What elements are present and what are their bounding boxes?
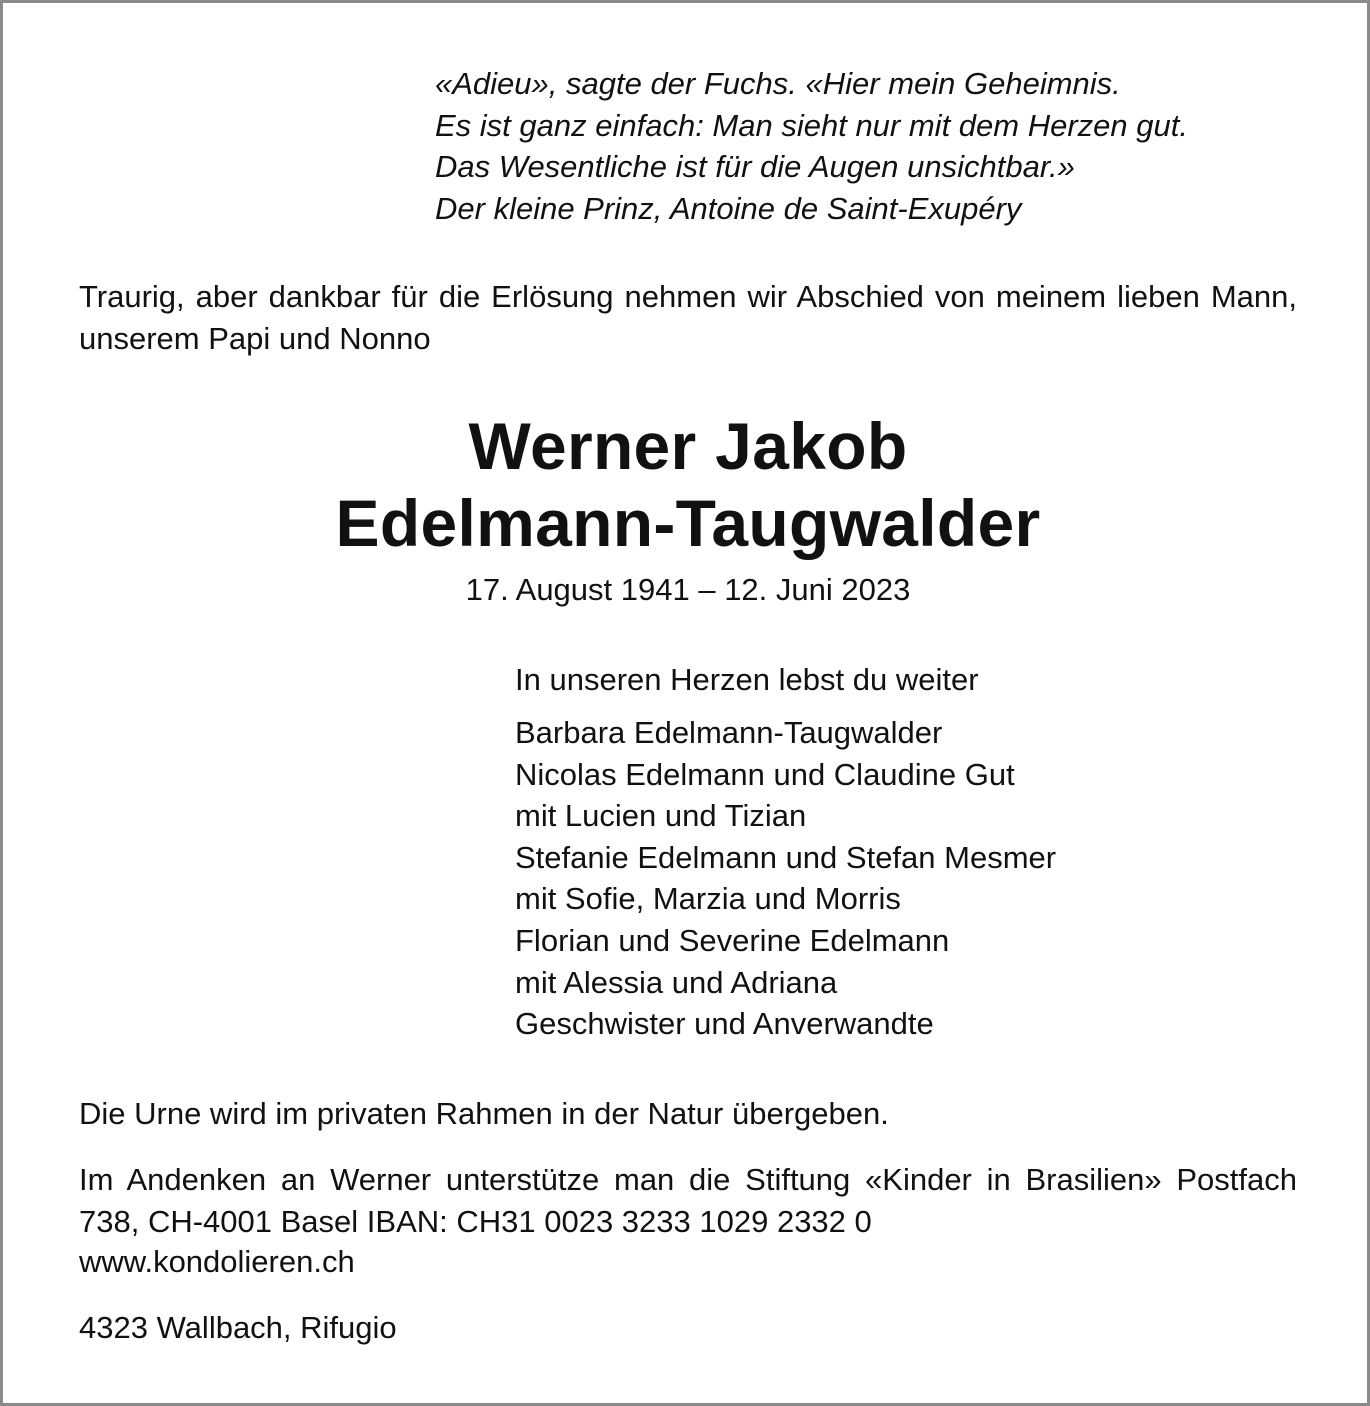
family-entry: mit Lucien und Tizian bbox=[515, 798, 807, 834]
address-line: 4323 Wallbach, Rifugio bbox=[79, 1310, 397, 1345]
memory-line: In unseren Herzen lebst du weiter bbox=[515, 662, 979, 697]
deceased-name-line2: Edelmann-Taugwalder bbox=[335, 486, 1041, 560]
quote-line: Das Wesentliche ist für die Augen unsichtbar.» bbox=[435, 149, 1075, 184]
life-dates: 17. August 1941 – 12. Juni 2023 bbox=[465, 572, 911, 607]
family-list bbox=[515, 712, 1056, 1045]
website-link[interactable]: www.kondolieren.ch bbox=[79, 1244, 355, 1279]
family-entry: Geschwister und Anverwandte bbox=[515, 1006, 934, 1042]
family-entry: mit Sofie, Marzia und Morris bbox=[515, 881, 901, 917]
quote-line: Es ist ganz einfach: Man sieht nur mit dem Herzen gut. bbox=[435, 107, 1188, 143]
quote-attribution: Der kleine Prinz, Antoine de Saint-Exupéry bbox=[435, 190, 1022, 226]
epigraph-quote bbox=[435, 63, 1335, 229]
family-entry: Barbara Edelmann-Taugwalder bbox=[515, 715, 943, 750]
intro-paragraph: Traurig, aber dankbar für die Erlösung nehmen wir Abschied von meinem lieben Mann, unserem Papi und Nonno bbox=[79, 279, 1297, 356]
deceased-name bbox=[3, 408, 1370, 562]
family-entry: Nicolas Edelmann und Claudine Gut bbox=[515, 756, 1015, 792]
deceased-name-line1: Werner Jakob bbox=[468, 409, 908, 483]
family-entry: Florian und Severine Edelmann bbox=[515, 922, 950, 958]
family-entry: mit Alessia und Adriana bbox=[515, 964, 838, 1000]
urne-notice: Die Urne wird im privaten Rahmen in der Natur übergeben. bbox=[79, 1096, 889, 1131]
donation-paragraph: Im Andenken an Werner unterstütze man die Stiftung «Kinder in Brasilien» Postfach 738, CH-4001 Basel IBAN: CH31 0023 3233 1029 2332 0 bbox=[79, 1162, 1297, 1239]
quote-line: «Adieu», sagte der Fuchs. «Hier mein Geheimnis. bbox=[435, 66, 1121, 101]
family-entry: Stefanie Edelmann und Stefan Mesmer bbox=[515, 839, 1057, 875]
